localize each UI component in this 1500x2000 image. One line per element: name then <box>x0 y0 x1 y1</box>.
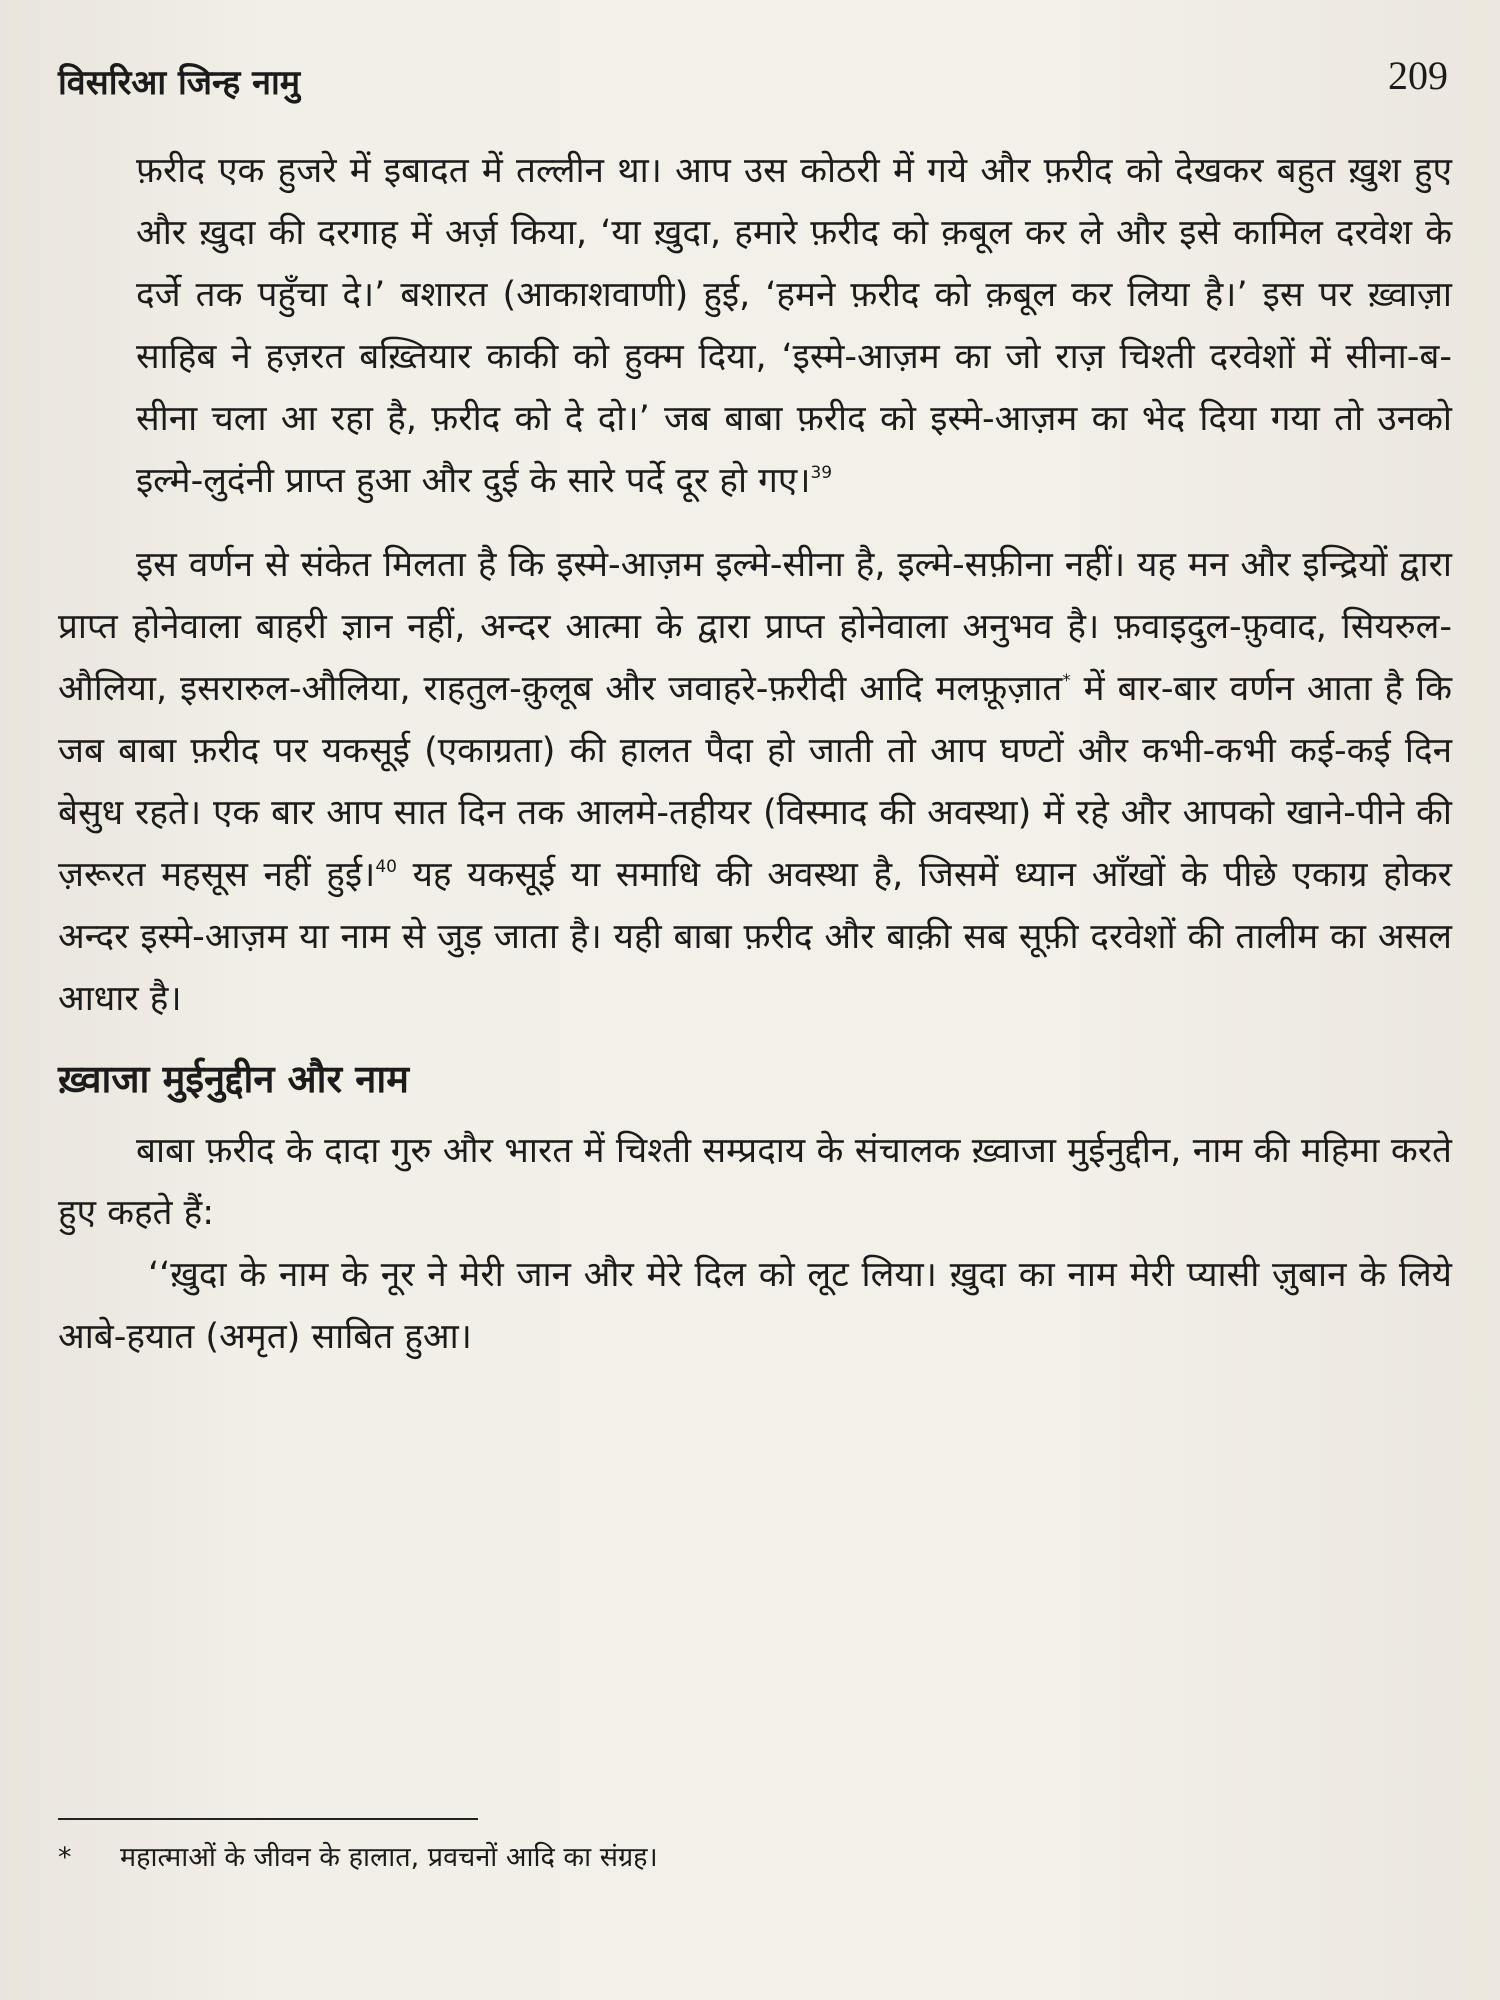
footnote-divider <box>58 1818 478 1820</box>
paragraph-text: यह यकसूई या समाधि की अवस्था है, जिसमें ध्यान आँखों के पीछे एकाग्र होकर अन्दर इस्मे-आज़म या नाम से जुड़ जाता है। यही बाबा फ़रीद और बाक़ी सब सूफ़ी दरवेशों की तालीम का असल आधार है। <box>58 855 1452 1019</box>
section-heading: ख़्वाजा मुईनुद्दीन और नाम <box>58 1057 409 1101</box>
paragraph-text: में बार-बार वर्णन आता है कि जब बाबा फ़रीद पर यकसूई (एकाग्रता) की हालत पैदा हो जाती तो आप घण्टों और कभी-कभी कई-कई दिन बेसुध रहते। एक बार आप सात दिन तक आलमे-तहीयर (विस्माद की अवस्था) में रहे और आपको खाने-पीने की ज़रूरत महसूस नहीं हुई। <box>58 669 1452 895</box>
footnote-ref-40: 40 <box>375 857 397 877</box>
body-text <box>58 140 1452 1368</box>
page-number: 209 <box>1388 53 1448 98</box>
running-head: विसरिआ जिन्ह नामु <box>58 63 301 103</box>
footnote-ref-39: 39 <box>810 463 833 483</box>
quote-paragraph: ‘‘ख़ुदा के नाम के नूर ने मेरी जान और मेरे दिल को लूट लिया। ख़ुदा का नाम मेरी प्यासी ज़ुबान के लिये आबे-हयात (अमृत) साबित हुआ। <box>58 1255 1452 1357</box>
paragraph-continued <box>58 140 1452 512</box>
footnote-text: महात्माओं के जीवन के हालात, प्रवचनों आदि का संग्रह। <box>120 1842 658 1873</box>
footnote <box>58 1838 1452 1878</box>
paragraph-muinuddin: बाबा फ़रीद के दादा गुरु और भारत में चिश्ती सम्प्रदाय के संचालक ख़्वाजा मुईनुद्दीन, नाम की महिमा करते हुए कहते हैं: <box>58 1131 1452 1233</box>
footnote-ref-star: * <box>1062 671 1071 691</box>
paragraph-text: फ़रीद एक हुजरे में इबादत में तल्लीन था। आप उस कोठरी में गये और फ़रीद को देखकर बहुत ख़ुश हुए और ख़ुदा की दरगाह में अर्ज़ किया, ‘या ख़ुदा, हमारे फ़रीद को क़बूल कर ले और इसे कामिल दरवेश के दर्जे तक पहुँचा दे।’ बशारत (आकाशवाणी) हुई, ‘हमने फ़रीद को क़बूल कर लिया है।’ इस पर ख़्वाज़ा साहिब ने हज़रत बख़्तियार काकी को हुक्म दिया, ‘इस्मे-आज़म का जो राज़ चिश्ती दरवेशों में सीना-ब-सीना चला आ रहा है, फ़रीद को दे दो।’ जब बाबा फ़रीद को इस्मे-आज़म का भेद दिया गया तो उनको इल्मे-लुदंनी प्राप्त हुआ और दुई के सारे पर्दे दूर हो गए। <box>136 151 1452 501</box>
paragraph-samadhi <box>58 534 1452 1030</box>
paragraph-text: इस वर्णन से संकेत मिलता है कि इस्मे-आज़म इल्मे-सीना है, इल्मे-सफ़ीना नहीं। यह मन और इन्द्रियों द्वारा प्राप्त होनेवाला बाहरी ज्ञान नहीं, अन्दर आत्मा के द्वारा प्राप्त होनेवाला अनुभव है। फ़वाइदुल-फ़ुवाद, सियरुल-औलिया, इसरारुल-औलिया, राहतुल-क़ुलूब और जवाहरे-फ़रीदी आदि मलफ़ूज़ात <box>58 545 1452 709</box>
footnote-mark: * <box>58 1842 72 1873</box>
